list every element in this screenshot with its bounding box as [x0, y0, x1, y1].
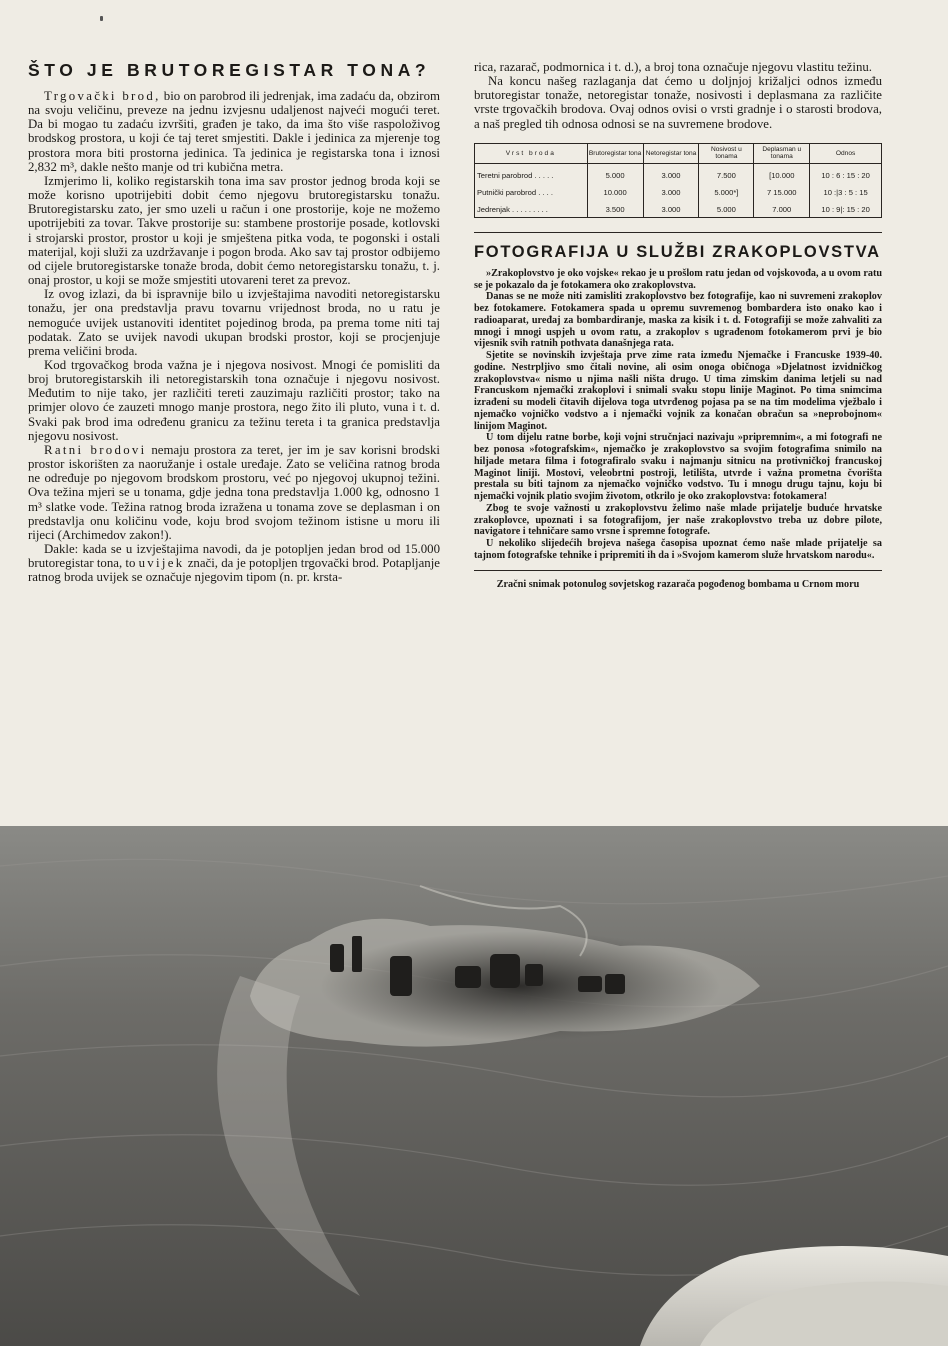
emphasis: uvijek: [138, 556, 185, 571]
cell: 10 : 6 : 15 : 20: [810, 163, 882, 183]
article-title: ŠTO JE BRUTOREGISTAR TONA?: [28, 60, 431, 80]
paragraph: Dakle: kada se u izvještajima navodi, da je potopljen jedan brod od 15.000 brutoregistar tona, to uvijek znači, da je potopljen trgovački brod. Potapljanje ratnog broda uvijek se označuje njegovim tipom (n. pr. krsta-: [28, 542, 440, 585]
cell: 5.000: [699, 200, 754, 218]
cell: 5.000: [587, 163, 643, 183]
cell: 7.500: [699, 163, 754, 183]
paragraph: U tom dijelu ratne borbe, koji vojni stručnjaci nazivaju »pripremnim«, a mi fotografi ne bez ponosa »fotografskim«, njemačko je zrakoplovstvo sa svojim fotografima snimilo na hiljade metara filma i fotografiralo svaku i najmanju sitnicu na protivničkoj francuskoj Maginot liniji. Mostovi, veleobrtni postroji, letilišta, utvrde i važna prometna čvorišta prestala su biti tajnom za njemačko vojničko vodstvo. Tu i mnogu drugu tajnu, koju bi njemački vojnik platio svojim životom, otkrilo je oko zrakoplovstva: fotokamera!: [474, 432, 882, 503]
header-cell: Brutoregistar tona: [587, 143, 643, 163]
lead-phrase: Trgovački brod,: [44, 89, 161, 103]
table-row: [475, 200, 882, 218]
article-title-2: FOTOGRAFIJA U SLUŽBI ZRAKOPLOVSTVA: [474, 242, 881, 261]
header-cell: Deplasman u tonama: [754, 143, 810, 163]
cell: 5.000*]: [699, 183, 754, 200]
cell: 3.000: [643, 200, 699, 218]
header-cell: Nosivost u tonama: [699, 143, 754, 163]
cell: 3.000: [643, 163, 699, 183]
cell: 10 :|3 : 5 : 15: [810, 183, 882, 200]
right-column: [474, 60, 882, 590]
cell: 10.000: [587, 183, 643, 200]
divider: [474, 570, 882, 571]
paragraph: »Zrakoplovstvo je oko vojske« rekao je u prošlom ratu jedan od vojskovođa, a u ovom ratu se je pokazalo da je fotokamera oko zrakoplovstva.: [474, 267, 882, 291]
divider: [474, 232, 882, 233]
paragraph: Kod trgovačkog broda važna je i njegova nosivost. Mnogi će pomisliti da broj brutoregistarskih ili netoregistarskih tona označuje i njegovu nosivost. Međutim to nije tako, jer različiti tereti zauzimaju različiti prostor; tako na primjer olovo će zauzeti mnogo manje prostora, nego žito ili pluto, vuna i t. d. Svaki pak brod ima određenu granicu za težinu tereta i ta granica predstavlja njegovu nosivost.: [28, 357, 440, 443]
paragraph: Sjetite se novinskih izvještaja prve zime rata između Njemačke i Francuske 1939-40. godine. Nestrpljivo smo čitali novine, ali osim onoga običnoga »Djelatnost izvidničkog zrakoplovstva« nismo u njima našli ništa drugo. U tima zimskim danima letjeli su nad Francuskom njemački zrakoplovi i snimali svaku stopu linije Maginot. Po tima snimcima izrađeni su modeli čitavih dijelova toga utvrđenog pojasa pa se na tim modelima vježbalo i njemačko vojničko vodstvo a i njemački vojnik za konačan obračun sa »neprobojnom« linijom Maginot.: [474, 350, 882, 432]
cell: 3.500: [587, 200, 643, 218]
cell: Jedrenjak . . . . . . . . .: [475, 200, 588, 218]
cell: 7 15.000: [754, 183, 810, 200]
ink-speck: [100, 16, 103, 21]
header-cell: Netoregistar tona: [643, 143, 699, 163]
table-row: [475, 183, 882, 200]
paragraph: Zbog te svoje važnosti u zrakoplovstvu želimo naše mlade prijatelje buduće hrvatske zrakoplovce, upoznati i sa fotografijom, jer naše zrakoplovstvo treba uz dobre pilote, navigatore i tehničare samo vrsne i spremne fotografe.: [474, 502, 882, 538]
header-cell: Odnos: [810, 143, 882, 163]
paragraph: Ratni brodovi nemaju prostora za teret, jer im je sav korisni brodski prostor iskorišten za naoružanje i ostale uređaje. Zato se veličina ratnog broda ne određuje po njegovom brodskom prostoru, već po njegovoj ukupnoj težini. Ova težina mjeri se u tonama, gdje jedna tona predstavlja 1.000 kg, odnosno 1 m³ slatke vode. Težina ratnog broda izražena u tonama zove se deplasman i on predstavlja onu količinu vode, koju brod svojom težinom istisne u moru ili rijeci (Archimedov zakon!).: [28, 442, 440, 542]
tonnage-table: [474, 143, 882, 218]
cell: 3.000: [643, 183, 699, 200]
paragraph: Na koncu našeg razlaganja dat ćemo u doljnjoj križaljci odnos između brutoregistar tonaže, netoregistar tonaže, nosivosti i deplasmana za različite vrste trgovačkih brodova. Ovaj odnos ovisi o vrsti gradnje i o starosti brodova, a naš pregled tih odnosa odnosi se na suvremene brodove.: [474, 74, 882, 131]
lead-phrase: Ratni brodovi: [44, 442, 147, 457]
header-cell: Vrst broda: [475, 143, 588, 163]
photo-caption: Zračni snimak potonulog sovjetskog razarača pogođenog bombama u Crnom moru: [496, 578, 860, 590]
paragraph: rica, razarač, podmornica i t. d.), a broj tona označuje njegovu vlastitu težinu.: [474, 60, 872, 74]
cell: 7.000: [754, 200, 810, 218]
aerial-photo: [0, 826, 948, 1346]
paragraph: Trgovački brod, bio on parobrod ili jedrenjak, ima zadaću da, obzirom na svoju veličinu, preveze na jednu izvjesnu udaljenost najveći mogući teret. Da bi mogao tu zadaću izvršiti, građen je tako, da ima što više raspoloživog brodskog prostora, u koji će taj teret smjestiti. Dakle i jedinica za mjerenje tog prostora mora biti prostorna jedinica. Ta jedinica je registarska tona i iznosi 2,832 m³, dakle nešto manje od tri kubična metra.: [28, 89, 440, 174]
article-continuation: [474, 60, 882, 131]
paragraph: U nekoliko slijedećih brojeva našega časopisa upoznat ćemo naše mlade prijatelje sa tajnom fotografske tehnike i pripremiti ih da i »Svojom kamerom služe hrvatskom narodu«.: [474, 538, 882, 561]
cell: [10.000: [754, 163, 810, 183]
cell: 10 : 9|: 15 : 20: [810, 200, 882, 218]
cell: Putnički parobrod . . . .: [475, 183, 588, 200]
left-column: [28, 60, 440, 584]
cell: Teretni parobrod . . . . .: [475, 163, 588, 183]
photo-article: [474, 268, 882, 562]
paragraph: Danas se ne može niti zamisliti zrakoplovstvo bez fotografije, kao ni suvremeni zrakoplov bez fotokamere. Fotokamera spada u opremu suvremenog bombardera isto onako kao i radioaparat, uređaj za bombardiranje, maska za kisik i t. d. Fotografiji se može zahvaliti za mnogi i mnogi uspjeh u ovom ratu, a zrakoplov s ugrađenom fotokamerom prvi je bio vijesnik svih ratnih pothvata današnjega rata.: [474, 291, 882, 350]
table-row: [475, 163, 882, 183]
paragraph: Izmjerimo li, koliko registarskih tona ima sav prostor jednog broda koji se može korisno upotrijebiti dobit ćemo njegovu brutoregistarsku tonažu. Brutoregistarsku zato, jer smo uzeli u račun i one prostorije, koje ne možemo upotrijebiti za tovar. Takve prostorije su: stambene prostorije posade, kotlovski i strojarski prostor, prostor u koji je smještena pitka voda, te pogonski i ostali materijal, koji služi za uzdržavanje i pogon broda. Ako sav taj prostor odbijemo od cijele brutoregistarske tonaže broda, dobit ćemo netoregistarsku tonažu, t. j. onaj prostor, u koji se može smjestiti utovareni teret za prevoz.: [28, 173, 440, 288]
paragraph: Iz ovog izlazi, da bi ispravnije bilo u izvještajima navoditi netoregistarsku tonažu, jer ona predstavlja pravu tovarnu vrijednost broda, no u ratu je nemoguće uvijek ustanoviti identitet pojedinog broda, pa prema tome niti taj podatak. Zato se uvijek navodi ukupan brodski prostor, koji se procjenjuje prema veličini broda.: [28, 287, 440, 358]
table-header-row: [475, 143, 882, 163]
